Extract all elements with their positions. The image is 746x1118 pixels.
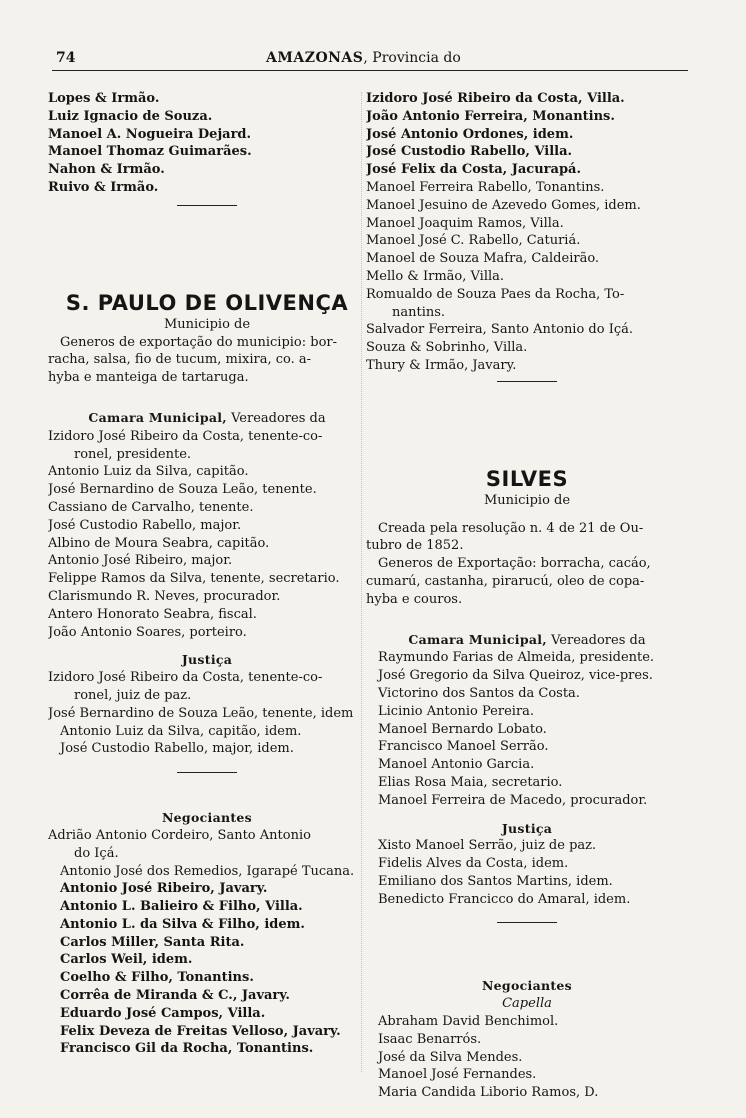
list-item: Albino de Moura Seabra, capitão. <box>48 535 270 551</box>
camara-heading <box>366 631 688 650</box>
list-item: Antonio Luiz da Silva, capitão. <box>48 464 249 480</box>
list-item: ronel, juiz de paz. <box>74 687 192 703</box>
list-item: Antonio José Ribeiro, Javary. <box>60 881 268 897</box>
list-item: Antonio L. Balieiro & Filho, Villa. <box>60 899 303 915</box>
list-item: do Içá. <box>74 845 119 861</box>
list-item: José da Silva Mendes. <box>378 1049 523 1065</box>
list-item: tubro de 1852. <box>366 538 464 554</box>
separator-rule <box>497 381 557 382</box>
list-item: Thury & Irmão, Javary. <box>366 357 517 373</box>
page-header <box>56 50 686 72</box>
list-item: Fidelis Alves da Costa, idem. <box>378 856 569 872</box>
list-item: Souza & Sobrinho, Villa. <box>366 340 528 356</box>
list-item: Mello & Irmão, Villa. <box>366 268 505 284</box>
exports-line: Generos de exportação do municipio: bor- <box>60 334 338 350</box>
list-item: Antonio José Ribeiro, major. <box>48 553 233 569</box>
camara-heading-bold: Camara Municipal, <box>88 409 227 425</box>
list-item: José Antonio Ordones, idem. <box>366 126 574 142</box>
list-item: Benedicto Francicco do Amaral, idem. <box>378 891 631 907</box>
list-item: Manoel de Souza Mafra, Caldeirão. <box>366 251 600 267</box>
exports-line: racha, salsa, fio de tucum, mixira, co. a- <box>48 352 312 368</box>
list-item: Coelho & Filho, Tonantins. <box>60 970 254 986</box>
list-item: José Bernardino de Souza Leão, tenente. <box>48 482 317 498</box>
city-title: S. PAULO DE OLIVENÇA <box>65 290 349 315</box>
list-item: nantins. <box>392 304 446 320</box>
list-item: Francisco Manoel Serrão. <box>378 739 549 755</box>
list-item: Manoel Thomaz Guimarães. <box>48 144 252 160</box>
list-item: Manoel José C. Rabello, Caturiá. <box>366 233 581 249</box>
list-item: José Bernardino de Souza Leão, tenente, idem <box>48 705 354 721</box>
justica-heading: Justiça <box>501 820 553 836</box>
list-item: hyba e couros. <box>366 591 463 607</box>
list-item: Carlos Miller, Santa Rita. <box>60 934 245 950</box>
list-item: Felix Deveza de Freitas Velloso, Javary. <box>60 1023 341 1039</box>
list-item: Licinio Antonio Pereira. <box>378 703 535 719</box>
list-item: Salvador Ferreira, Santo Antonio do Içá. <box>366 322 634 338</box>
list-item: José Gregorio da Silva Queiroz, vice-pres. <box>378 668 653 684</box>
list-item: Victorino dos Santos da Costa. <box>378 685 580 701</box>
list-item: Izidoro José Ribeiro da Costa, tenente-co- <box>48 670 323 686</box>
list-item: José Custodio Rabello, major, idem. <box>60 741 294 757</box>
list-item: Elias Rosa Maia, secretario. <box>378 774 563 790</box>
list-item: Felippe Ramos da Silva, tenente, secretario. <box>48 571 340 587</box>
list-item: Ruivo & Irmão. <box>48 179 159 195</box>
list-item: Clarismundo R. Neves, procurador. <box>48 588 281 604</box>
list-item: José Custodio Rabello, Villa. <box>366 144 573 160</box>
negociantes-list <box>48 827 366 1058</box>
list-item: Maria Candida Liborio Ramos, D. <box>378 1085 599 1101</box>
right-top-list <box>366 90 688 375</box>
camara-heading-rest: Vereadores da <box>546 632 646 648</box>
list-item: Antonio L. da Silva & Filho, idem. <box>60 916 305 932</box>
list-item: cumarú, castanha, pirarucú, oleo de copa- <box>366 573 645 589</box>
list-item: Luiz Ignacio de Souza. <box>48 108 213 124</box>
list-item: Cassiano de Carvalho, tenente. <box>48 499 254 515</box>
creation-text <box>366 520 688 556</box>
list-item: Izidoro José Ribeiro da Costa, Villa. <box>366 91 625 106</box>
left-column <box>48 90 366 1058</box>
exports-line: hyba e manteiga de tartaruga. <box>48 370 249 386</box>
separator-rule <box>177 205 237 206</box>
running-title-rest: , Provincia do <box>363 50 461 66</box>
negociantes-heading: Negociantes <box>481 978 573 994</box>
separator-rule <box>177 772 237 773</box>
list-item: Xisto Manoel Serrão, juiz de paz. <box>378 838 597 854</box>
list-item: João Antonio Soares, porteiro. <box>48 624 247 640</box>
list-item: Antonio José dos Remedios, Igarapé Tucana. <box>60 863 355 879</box>
header-rule <box>52 70 688 71</box>
list-item: Carlos Weil, idem. <box>60 952 193 968</box>
list-item: Lopes & Irmão. <box>48 91 160 106</box>
negociantes-place: Capella <box>502 996 552 1012</box>
list-item: Manoel Jesuino de Azevedo Gomes, idem. <box>366 197 641 213</box>
list-item: Generos de Exportação: borracha, cacáo, <box>378 556 651 572</box>
list-item: Manoel Ferreira de Macedo, procurador. <box>378 792 648 808</box>
justica-members <box>48 669 366 758</box>
separator-rule <box>497 922 557 923</box>
list-item: Manoel Bernardo Lobato. <box>378 721 547 737</box>
list-item: Adrião Antonio Cordeiro, Santo Antonio <box>48 827 311 843</box>
justica-heading: Justiça <box>181 652 233 668</box>
list-item: Isaac Benarrós. <box>378 1031 482 1047</box>
list-item: Antero Honorato Seabra, fiscal. <box>48 606 257 622</box>
city-title: SILVES <box>485 466 569 491</box>
list-item: Manoel Antonio Garcia. <box>378 757 535 773</box>
list-item: Manoel A. Nogueira Dejard. <box>48 126 252 142</box>
list-item: Romualdo de Souza Paes da Rocha, To- <box>366 286 625 302</box>
list-item: José Felix da Costa, Jacurapá. <box>366 162 581 178</box>
left-top-list <box>48 90 366 197</box>
list-item: Francisco Gil da Rocha, Tonantins. <box>60 1041 314 1057</box>
list-item: ronel, presidente. <box>74 446 192 462</box>
city-subtitle: Municipio de <box>483 492 571 508</box>
list-item: Eduardo José Campos, Villa. <box>60 1005 266 1021</box>
list-item: Manoel Ferreira Rabello, Tonantins. <box>366 179 605 195</box>
list-item: Emiliano dos Santos Martins, idem. <box>378 873 613 889</box>
city-subtitle: Municipio de <box>163 316 251 332</box>
running-title <box>266 50 461 66</box>
list-item: João Antonio Ferreira, Monantins. <box>366 108 615 124</box>
camara-heading <box>48 409 366 428</box>
list-item: Izidoro José Ribeiro da Costa, tenente-co- <box>48 428 323 444</box>
list-item: José Custodio Rabello, major. <box>48 517 242 533</box>
page-number: 74 <box>56 50 76 66</box>
camara-members <box>366 649 688 809</box>
list-item: Antonio Luiz da Silva, capitão, idem. <box>60 723 302 739</box>
list-item: Creada pela resolução n. 4 de 21 de Ou- <box>378 520 644 536</box>
list-item: Raymundo Farias de Almeida, presidente. <box>378 650 655 666</box>
negociantes-list <box>366 1013 688 1102</box>
list-item: Manoel Joaquim Ramos, Villa. <box>366 215 564 231</box>
camara-heading-bold: Camara Municipal, <box>408 631 547 647</box>
right-column <box>366 90 688 1102</box>
running-title-bold: AMAZONAS <box>266 50 364 66</box>
list-item: Nahon & Irmão. <box>48 162 165 178</box>
list-item: Manoel José Fernandes. <box>378 1067 537 1083</box>
list-item: Abraham David Benchimol. <box>378 1014 559 1030</box>
justica-members <box>366 837 688 908</box>
negociantes-heading: Negociantes <box>161 810 253 826</box>
list-item: Corrêa de Miranda & C., Javary. <box>60 988 290 1004</box>
camara-members <box>48 428 366 642</box>
exports-text <box>366 555 688 608</box>
camara-heading-rest: Vereadores da <box>226 410 326 426</box>
